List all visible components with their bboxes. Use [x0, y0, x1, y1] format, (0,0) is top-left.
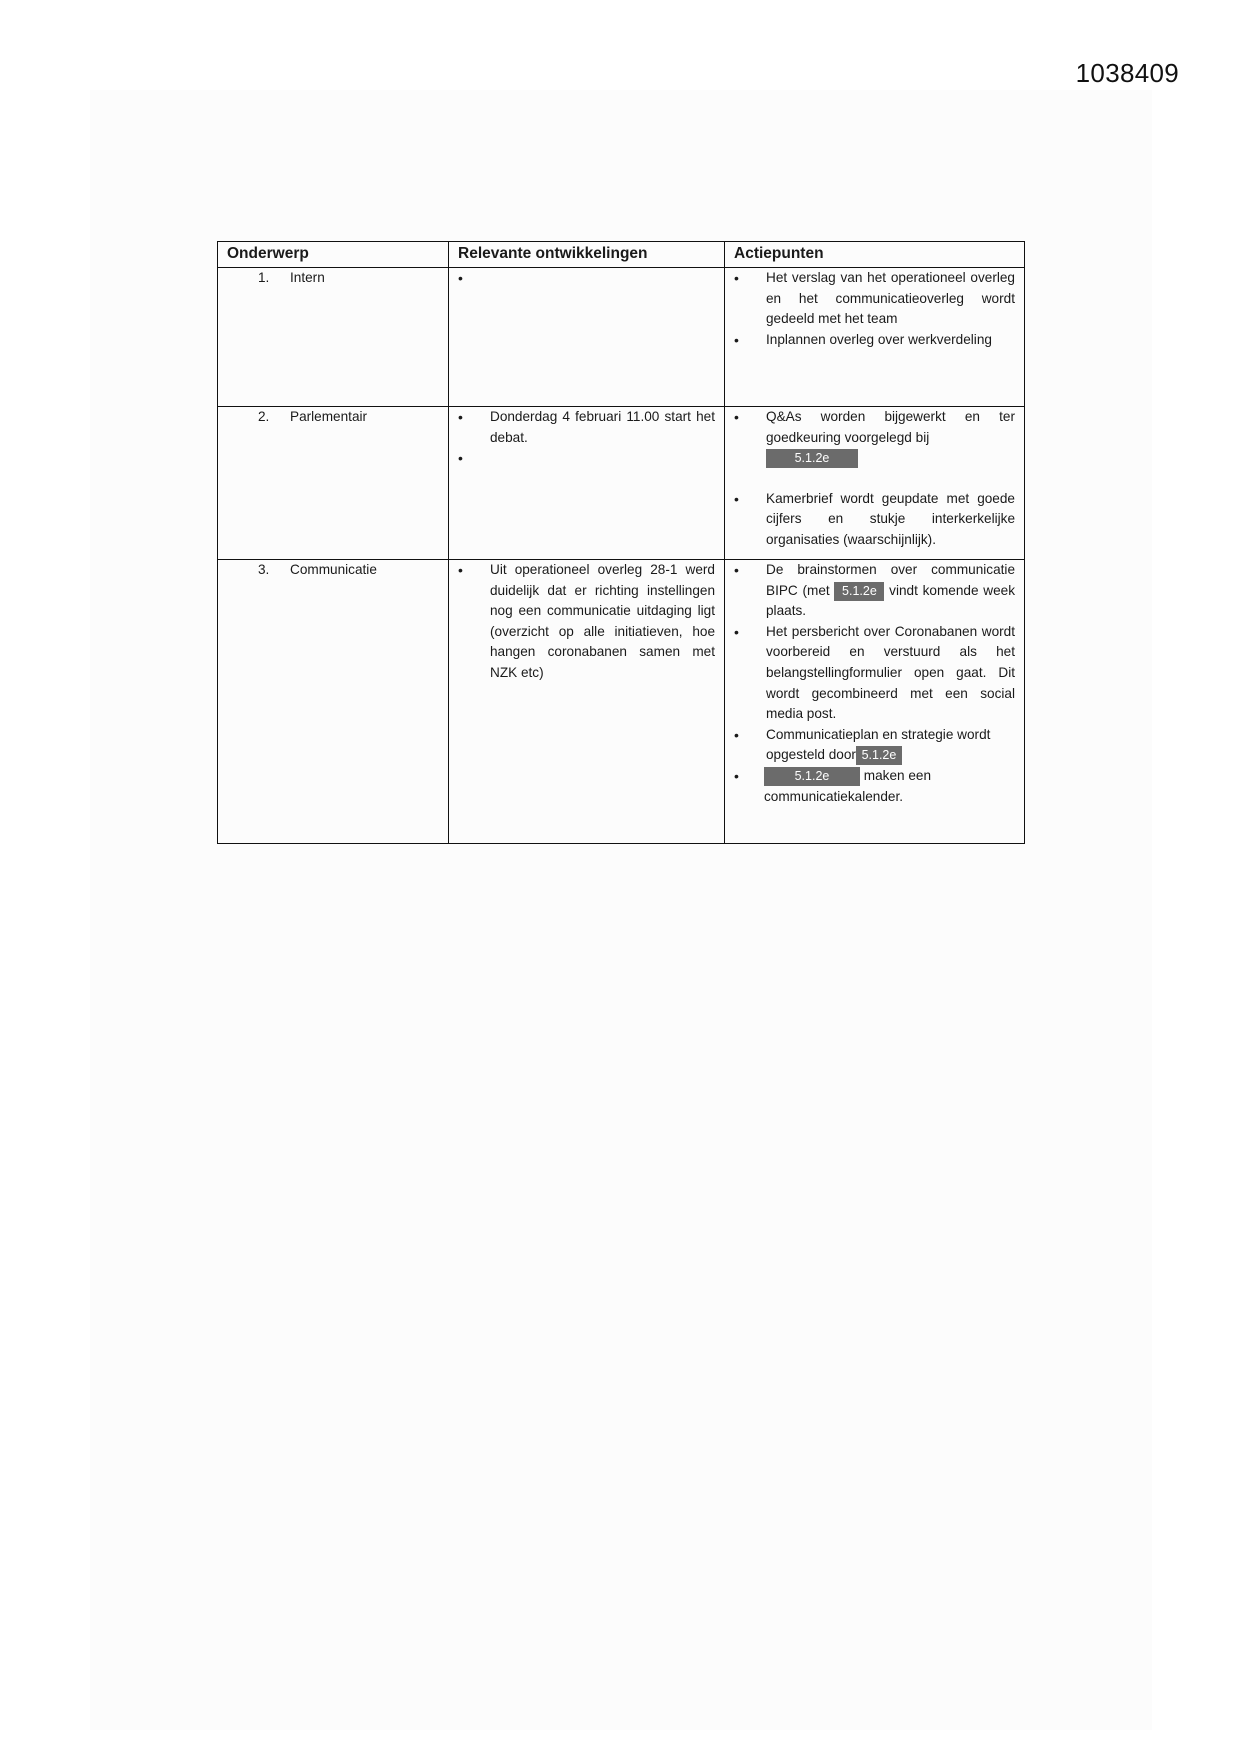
subject-cell	[218, 407, 449, 560]
subject-cell	[218, 268, 449, 407]
bullet-icon: •	[458, 450, 463, 467]
developments-cell	[449, 268, 725, 407]
list-item	[458, 268, 715, 289]
redaction-block: 5.1.2e	[764, 767, 860, 786]
actions-cell	[725, 407, 1025, 560]
bullet-icon: •	[734, 270, 739, 286]
header-relevante-ontwikkelingen: Relevante ontwikkelingen	[449, 242, 725, 268]
item-number: 3.	[258, 562, 270, 577]
list-item: • Q&As worden bijgewerkt en ter goedkeuring voorgelegd bij 5.1.2e	[734, 407, 1015, 469]
header-onderwerp: Onderwerp	[218, 242, 449, 268]
table-row	[218, 407, 1025, 560]
list-item: • 5.1.2e maken een communicatiekalender.	[734, 766, 1015, 807]
bullet-icon: •	[734, 767, 739, 784]
list-item: • Inplannen overleg over werkverdeling	[734, 330, 1015, 351]
item-number: 2.	[258, 409, 270, 424]
header-actiepunten: Actiepunten	[725, 242, 1025, 268]
list-item: • Kamerbrief wordt geupdate met goede cijfers en stukje interkerkelijke organisaties (waarschijnlijk).	[734, 489, 1015, 551]
redaction-block: 5.1.2e	[856, 746, 902, 765]
item-subject: Communicatie	[290, 562, 377, 577]
item-number: 1.	[258, 270, 270, 285]
table-header-row	[218, 242, 1025, 268]
bullet-icon: •	[734, 490, 739, 507]
table-row	[218, 268, 1025, 407]
actions-cell	[725, 268, 1025, 407]
bullet-icon: •	[734, 726, 739, 743]
redaction-block: 5.1.2e	[834, 582, 884, 601]
list-item: • Het persbericht over Coronabanen wordt voorbereid en verstuurd als het belangstellingformulier open gaat. Dit wordt gecombineerd met een social media post.	[734, 622, 1015, 725]
table-row	[218, 560, 1025, 844]
item-subject: Parlementair	[290, 409, 368, 424]
redaction-block: 5.1.2e	[766, 449, 858, 468]
developments-cell	[449, 560, 725, 844]
bullet-icon: •	[734, 409, 739, 425]
actions-cell	[725, 560, 1025, 844]
document-id: 1038409	[1075, 58, 1179, 88]
subject-cell	[218, 560, 449, 844]
list-item	[458, 448, 715, 469]
item-subject: Intern	[290, 270, 325, 285]
bullet-icon: •	[458, 409, 463, 425]
list-item: • Het verslag van het operationeel overleg en het communicatieoverleg wordt gedeeld met het team	[734, 268, 1015, 330]
list-item: • Donderdag 4 februari 11.00 start het debat.	[458, 407, 715, 448]
developments-cell	[449, 407, 725, 560]
agenda-table	[217, 241, 1025, 844]
bullet-icon: •	[734, 623, 739, 640]
bullet-icon: •	[458, 562, 463, 578]
list-item: • Uit operationeel overleg 28-1 werd duidelijk dat er richting instellingen nog een communicatie uitdaging ligt (overzicht op alle initiatieven, hoe hangen coronabanen samen met NZK etc)	[458, 560, 715, 684]
list-item: • Communicatieplan en strategie wordt opgesteld door 5.1.2e	[734, 725, 1015, 766]
bullet-icon: •	[734, 562, 739, 578]
bullet-icon: •	[458, 270, 463, 286]
bullet-icon: •	[734, 331, 739, 348]
list-item: • De brainstormen over communicatie BIPC (met 5.1.2e vindt komende week plaats.	[734, 560, 1015, 622]
